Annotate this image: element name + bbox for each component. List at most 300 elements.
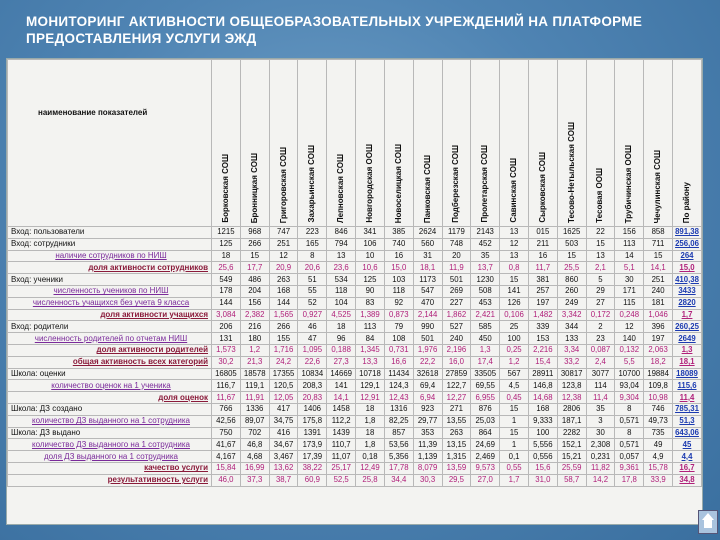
table-cell: 353 xyxy=(413,427,442,439)
table-cell: 10 xyxy=(356,250,385,262)
table-row xyxy=(8,274,702,286)
table-cell: 2,4 xyxy=(586,356,615,368)
table-cell: 41,67 xyxy=(212,439,241,451)
table-cell: 3,342 xyxy=(557,309,586,321)
table-cell: 24,2 xyxy=(269,356,298,368)
table-cell: 13,59 xyxy=(442,462,471,474)
table-cell: 15 xyxy=(240,250,269,262)
table-cell: 5 xyxy=(586,274,615,286)
column-header: Борковская СОШ xyxy=(212,60,241,227)
table-cell: 0,132 xyxy=(615,344,644,356)
table-cell: 4,9 xyxy=(644,451,673,463)
table-cell: 13,7 xyxy=(471,262,500,274)
table-cell: 22,6 xyxy=(298,356,327,368)
table-cell: 1,482 xyxy=(528,309,557,321)
table-cell: 118 xyxy=(327,285,356,297)
table-cell: 46 xyxy=(298,321,327,333)
table-cell: 0,231 xyxy=(586,451,615,463)
page-title: МОНИТОРИНГ АКТИВНОСТИ ОБЩЕОБРАЗОВАТЕЛЬНЫХ УЧРЕЖДЕНИЙ НА ПЛАТФОРМЕ ПРЕДОСТАВЛЕНИЯ УСЛУГИ ЭЖД xyxy=(26,14,643,46)
table-cell: 168 xyxy=(528,403,557,415)
table-cell: 33505 xyxy=(471,368,500,380)
table-cell: 2,196 xyxy=(442,344,471,356)
table-cell: 93,04 xyxy=(615,380,644,392)
table-cell: 27,0 xyxy=(471,474,500,486)
table-cell: 96 xyxy=(327,333,356,345)
table-cell: 118 xyxy=(384,285,413,297)
table-cell: 735 xyxy=(644,427,673,439)
column-header: Тесово-Нетыльская СОШ xyxy=(557,60,586,227)
table-cell: 22,2 xyxy=(413,356,442,368)
table-cell: 38,7 xyxy=(269,474,298,486)
table-cell: 450 xyxy=(471,333,500,345)
table-cell: 453 xyxy=(471,297,500,309)
table-cell: 18578 xyxy=(240,368,269,380)
table-cell: 24,69 xyxy=(471,439,500,451)
table-cell: 49 xyxy=(644,439,673,451)
table-cell: 15 xyxy=(500,274,529,286)
table-cell: 501 xyxy=(442,274,471,286)
table-cell: 34,75 xyxy=(269,415,298,427)
table-cell: 16,6 xyxy=(384,356,413,368)
table-cell: 339 xyxy=(528,321,557,333)
table-cell: 110,7 xyxy=(327,439,356,451)
table-cell: 115 xyxy=(615,297,644,309)
table-cell: 180 xyxy=(240,333,269,345)
table-cell: 1,389 xyxy=(356,309,385,321)
table-cell: 141 xyxy=(500,285,529,297)
table-cell: 2624 xyxy=(413,227,442,239)
table-cell: 120,5 xyxy=(269,380,298,392)
row-label: численность учеников по НИШ xyxy=(8,285,212,297)
table-cell: 89,07 xyxy=(240,415,269,427)
table-cell: 34,8 xyxy=(673,474,702,486)
table-cell: 11,07 xyxy=(327,451,356,463)
table-cell: 11,7 xyxy=(528,262,557,274)
table-cell: 13,15 xyxy=(442,439,471,451)
table-cell: 1,139 xyxy=(413,451,442,463)
table-cell: 3433 xyxy=(673,285,702,297)
table-cell: 3,467 xyxy=(269,451,298,463)
table-cell: 503 xyxy=(557,238,586,250)
row-label: численность родителей по отчетам НИШ xyxy=(8,333,212,345)
table-cell: 15,6 xyxy=(528,462,557,474)
table-cell: 13,62 xyxy=(269,462,298,474)
table-cell: 18,1 xyxy=(413,262,442,274)
table-cell: 119,1 xyxy=(240,380,269,392)
table-cell: 0,731 xyxy=(384,344,413,356)
row-label: Школа: ДЗ создано xyxy=(8,403,212,415)
table-cell: 1406 xyxy=(298,403,327,415)
table-cell: 30817 xyxy=(557,368,586,380)
table-cell: 0,571 xyxy=(615,439,644,451)
table-cell: 1 xyxy=(500,415,529,427)
table-cell: 146,8 xyxy=(528,380,557,392)
table-cell: 711 xyxy=(644,238,673,250)
table-row xyxy=(8,238,702,250)
table-cell: 69,4 xyxy=(413,380,442,392)
table-cell: 144 xyxy=(269,297,298,309)
table-cell: 15 xyxy=(586,238,615,250)
row-label: доля оценок xyxy=(8,392,212,404)
table-cell: 131 xyxy=(212,333,241,345)
table-row xyxy=(8,451,702,463)
table-cell: 344 xyxy=(557,321,586,333)
table-cell: 6,955 xyxy=(471,392,500,404)
table-cell: 0,556 xyxy=(528,451,557,463)
table-cell: 30,3 xyxy=(413,474,442,486)
table-row xyxy=(8,321,702,333)
table-cell: 240 xyxy=(442,333,471,345)
table-cell: 1,3 xyxy=(673,344,702,356)
table-cell: 256,06 xyxy=(673,238,702,250)
table-cell: 251 xyxy=(269,238,298,250)
table-cell: 1316 xyxy=(384,403,413,415)
table-cell: 140 xyxy=(615,333,644,345)
table-cell: 266 xyxy=(240,238,269,250)
table-cell: 52,5 xyxy=(327,474,356,486)
table-cell: 1,095 xyxy=(298,344,327,356)
table-cell: 25 xyxy=(500,321,529,333)
table-cell: 14,2 xyxy=(586,474,615,486)
table-cell: 746 xyxy=(644,403,673,415)
table-cell: 100 xyxy=(528,427,557,439)
row-label: качество услуги xyxy=(8,462,212,474)
table-cell: 18 xyxy=(327,321,356,333)
table-cell: 46,0 xyxy=(212,474,241,486)
table-cell: 341 xyxy=(356,227,385,239)
table-cell: 83 xyxy=(356,297,385,309)
table-cell: 13,3 xyxy=(356,356,385,368)
table-cell: 13 xyxy=(327,250,356,262)
table-cell: 1215 xyxy=(212,227,241,239)
table-cell: 0,1 xyxy=(500,451,529,463)
table-cell: 31,0 xyxy=(528,474,557,486)
table-cell: 18 xyxy=(212,250,241,262)
table-cell: 112,2 xyxy=(327,415,356,427)
row-label: доля активности учащихся xyxy=(8,309,212,321)
table-cell: 12 xyxy=(269,250,298,262)
table-cell: 125 xyxy=(356,274,385,286)
table-cell: 567 xyxy=(500,368,529,380)
table-cell: 216 xyxy=(240,321,269,333)
row-label: количество ДЗ выданного на 1 сотрудника xyxy=(8,415,212,427)
table-cell: 1 xyxy=(500,439,529,451)
table-cell: 0,18 xyxy=(356,451,385,463)
table-cell: 15 xyxy=(557,250,586,262)
table-cell: 144 xyxy=(212,297,241,309)
table-cell: 58,7 xyxy=(557,474,586,486)
table-cell: 10700 xyxy=(615,368,644,380)
table-cell: 501 xyxy=(413,333,442,345)
table-cell: 1439 xyxy=(327,427,356,439)
table-cell: 857 xyxy=(384,427,413,439)
table-cell: 527 xyxy=(442,321,471,333)
table-cell: 263 xyxy=(442,427,471,439)
table-cell: 168 xyxy=(269,285,298,297)
table-cell: 114 xyxy=(586,380,615,392)
table-cell: 55 xyxy=(298,285,327,297)
table-cell: 187,1 xyxy=(557,415,586,427)
table-cell: 29,5 xyxy=(442,474,471,486)
table-cell: 1625 xyxy=(557,227,586,239)
table-cell: 79 xyxy=(384,321,413,333)
table-cell: 38,22 xyxy=(298,462,327,474)
column-header: Бронницкая СОШ xyxy=(240,60,269,227)
row-label: общая активность всех категорий xyxy=(8,356,212,368)
table-cell: 2,063 xyxy=(644,344,673,356)
table-cell: 28911 xyxy=(528,368,557,380)
row-label: результативность услуги xyxy=(8,474,212,486)
table-cell: 25,5 xyxy=(557,262,586,274)
table-cell: 16,99 xyxy=(240,462,269,474)
table-cell: 560 xyxy=(413,238,442,250)
table-cell: 92 xyxy=(384,297,413,309)
table-cell: 2,144 xyxy=(413,309,442,321)
table-cell: 69,55 xyxy=(471,380,500,392)
table-cell: 12,43 xyxy=(384,392,413,404)
table-cell: 27859 xyxy=(442,368,471,380)
table-cell: 15 xyxy=(644,250,673,262)
table-cell: 18,2 xyxy=(644,356,673,368)
table-cell: 876 xyxy=(471,403,500,415)
table-cell: 197 xyxy=(528,297,557,309)
table-cell: 271 xyxy=(442,403,471,415)
table-cell: 486 xyxy=(240,274,269,286)
table-cell: 5,1 xyxy=(615,262,644,274)
table-cell: 968 xyxy=(240,227,269,239)
table-cell: 181 xyxy=(644,297,673,309)
table-cell: 8 xyxy=(298,250,327,262)
table-cell: 11434 xyxy=(384,368,413,380)
table-row xyxy=(8,250,702,262)
table-cell: 470 xyxy=(413,297,442,309)
table-cell: 9,573 xyxy=(471,462,500,474)
table-cell: 223 xyxy=(298,227,327,239)
home-icon[interactable] xyxy=(698,510,718,534)
column-header: Сырковская СОШ xyxy=(528,60,557,227)
table-cell: 15 xyxy=(500,403,529,415)
column-header: Чечулинская СОШ xyxy=(644,60,673,227)
table-row xyxy=(8,356,702,368)
table-cell: 260,25 xyxy=(673,321,702,333)
table-cell: 171 xyxy=(615,285,644,297)
table-cell: 17,39 xyxy=(298,451,327,463)
table-cell: 197 xyxy=(644,333,673,345)
table-cell: 5,5 xyxy=(615,356,644,368)
table-cell: 766 xyxy=(212,403,241,415)
table-row xyxy=(8,415,702,427)
table-cell: 452 xyxy=(471,238,500,250)
table-cell: 0,25 xyxy=(500,344,529,356)
table-cell: 14,1 xyxy=(644,262,673,274)
table-cell: 20,83 xyxy=(298,392,327,404)
table-cell: 15,78 xyxy=(644,462,673,474)
table-cell: 0,55 xyxy=(500,462,529,474)
table-cell: 4,525 xyxy=(327,309,356,321)
table-cell: 0,087 xyxy=(586,344,615,356)
table-cell: 152,1 xyxy=(557,439,586,451)
table-cell: 15,84 xyxy=(212,462,241,474)
table-cell: 10718 xyxy=(356,368,385,380)
table-row xyxy=(8,380,702,392)
table-cell: 1458 xyxy=(327,403,356,415)
table-cell: 9,361 xyxy=(615,462,644,474)
table-cell: 1179 xyxy=(442,227,471,239)
table-cell: 0,873 xyxy=(384,309,413,321)
table-cell: 46,8 xyxy=(240,439,269,451)
table-cell: 534 xyxy=(327,274,356,286)
table-cell: 37,3 xyxy=(240,474,269,486)
table-cell: 1,573 xyxy=(212,344,241,356)
table-cell: 794 xyxy=(327,238,356,250)
table-cell: 4,5 xyxy=(500,380,529,392)
column-header: Савинская СОШ xyxy=(500,60,529,227)
table-cell: 35 xyxy=(586,403,615,415)
table-cell: 84 xyxy=(356,333,385,345)
table-cell: 1,976 xyxy=(413,344,442,356)
table-cell: 35 xyxy=(471,250,500,262)
row-label: доля ДЗ выданного на 1 сотрудника xyxy=(8,451,212,463)
table-cell: 100 xyxy=(500,333,529,345)
table-cell: 5,556 xyxy=(528,439,557,451)
table-cell: 891,38 xyxy=(673,227,702,239)
table-row xyxy=(8,392,702,404)
table-cell: 260 xyxy=(557,285,586,297)
table-cell: 173,9 xyxy=(298,439,327,451)
table-cell: 14,1 xyxy=(327,392,356,404)
table-cell: 846 xyxy=(327,227,356,239)
table-cell: 12 xyxy=(500,238,529,250)
column-header: Панковская СОШ xyxy=(413,60,442,227)
table-cell: 385 xyxy=(384,227,413,239)
table-cell: 990 xyxy=(413,321,442,333)
table-cell: 82,25 xyxy=(384,415,413,427)
table-cell: 2,1 xyxy=(586,262,615,274)
table-cell: 155 xyxy=(269,333,298,345)
table-cell: 1,8 xyxy=(356,415,385,427)
table-cell: 113 xyxy=(615,238,644,250)
table-cell: 206 xyxy=(212,321,241,333)
table-cell: 16 xyxy=(528,250,557,262)
table-cell: 124,3 xyxy=(384,380,413,392)
table-cell: 116,7 xyxy=(212,380,241,392)
table-cell: 860 xyxy=(557,274,586,286)
table-cell: 410,38 xyxy=(673,274,702,286)
table-cell: 0,8 xyxy=(500,262,529,274)
row-label: Вход: родители xyxy=(8,321,212,333)
row-label: доля активности сотрудников xyxy=(8,262,212,274)
table-cell: 13 xyxy=(586,250,615,262)
table-cell: 11,82 xyxy=(586,462,615,474)
table-cell: 15,4 xyxy=(528,356,557,368)
table-cell: 47 xyxy=(298,333,327,345)
row-label: численность учащихся без учета 9 класса xyxy=(8,297,212,309)
table-row xyxy=(8,439,702,451)
table-cell: 153 xyxy=(528,333,557,345)
table-cell: 23,6 xyxy=(327,262,356,274)
table-cell: 25,6 xyxy=(212,262,241,274)
row-label: количество ДЗ выданного на 1 сотрудника xyxy=(8,439,212,451)
table-cell: 17355 xyxy=(269,368,298,380)
table-cell: 25,17 xyxy=(327,462,356,474)
table-cell: 34,4 xyxy=(384,474,413,486)
table-cell: 12,91 xyxy=(356,392,385,404)
table-cell: 52 xyxy=(298,297,327,309)
table-cell: 125 xyxy=(212,238,241,250)
table-cell: 2820 xyxy=(673,297,702,309)
header-label: наименование показателей xyxy=(8,60,212,227)
column-header: Григоровская СОШ xyxy=(269,60,298,227)
table-cell: 49,73 xyxy=(644,415,673,427)
table-cell: 21,3 xyxy=(240,356,269,368)
table-cell: 129,1 xyxy=(356,380,385,392)
table-cell: 113 xyxy=(356,321,385,333)
table-cell: 31 xyxy=(413,250,442,262)
table-cell: 11,4 xyxy=(586,392,615,404)
table-cell: 126 xyxy=(500,297,529,309)
table-cell: 141 xyxy=(327,380,356,392)
table-cell: 11,4 xyxy=(673,392,702,404)
row-label: доля активности родителей xyxy=(8,344,212,356)
table-cell: 12 xyxy=(615,321,644,333)
table-cell: 11,91 xyxy=(240,392,269,404)
table-cell: 1,716 xyxy=(269,344,298,356)
table-row xyxy=(8,403,702,415)
table-cell: 18,1 xyxy=(673,356,702,368)
column-header: Пролетарская СОШ xyxy=(471,60,500,227)
table-cell: 178 xyxy=(212,285,241,297)
table-cell: 13 xyxy=(500,227,529,239)
table-cell: 1,345 xyxy=(356,344,385,356)
table-cell: 12,05 xyxy=(269,392,298,404)
table-row xyxy=(8,309,702,321)
table-cell: 14,68 xyxy=(528,392,557,404)
table-cell: 266 xyxy=(269,321,298,333)
table-cell: 2,216 xyxy=(528,344,557,356)
table-cell: 15,0 xyxy=(673,262,702,274)
table-cell: 32618 xyxy=(413,368,442,380)
table-cell: 2 xyxy=(586,321,615,333)
table-cell: 30 xyxy=(615,274,644,286)
table-cell: 18 xyxy=(356,403,385,415)
table-cell: 29,77 xyxy=(413,415,442,427)
table-cell: 17,8 xyxy=(615,474,644,486)
table-cell: 2649 xyxy=(673,333,702,345)
table-cell: 0,45 xyxy=(500,392,529,404)
table-cell: 240 xyxy=(644,285,673,297)
table-cell: 2,308 xyxy=(586,439,615,451)
table-cell: 133 xyxy=(557,333,586,345)
table-cell: 12,27 xyxy=(442,392,471,404)
table-cell: 109,8 xyxy=(644,380,673,392)
table-cell: 1,315 xyxy=(442,451,471,463)
table-cell: 15 xyxy=(500,427,529,439)
table-cell: 4,4 xyxy=(673,451,702,463)
table-cell: 0,057 xyxy=(615,451,644,463)
table-cell: 17,4 xyxy=(471,356,500,368)
column-header: Новоселицкая СОШ xyxy=(384,60,413,227)
activity-table xyxy=(6,58,703,525)
table-cell: 9,304 xyxy=(615,392,644,404)
table-cell: 6,94 xyxy=(413,392,442,404)
table-cell: 864 xyxy=(471,427,500,439)
table-cell: 249 xyxy=(557,297,586,309)
table-cell: 211 xyxy=(528,238,557,250)
table-cell: 156 xyxy=(615,227,644,239)
table-cell: 11,9 xyxy=(442,262,471,274)
table-cell: 2,469 xyxy=(471,451,500,463)
table-row xyxy=(8,427,702,439)
